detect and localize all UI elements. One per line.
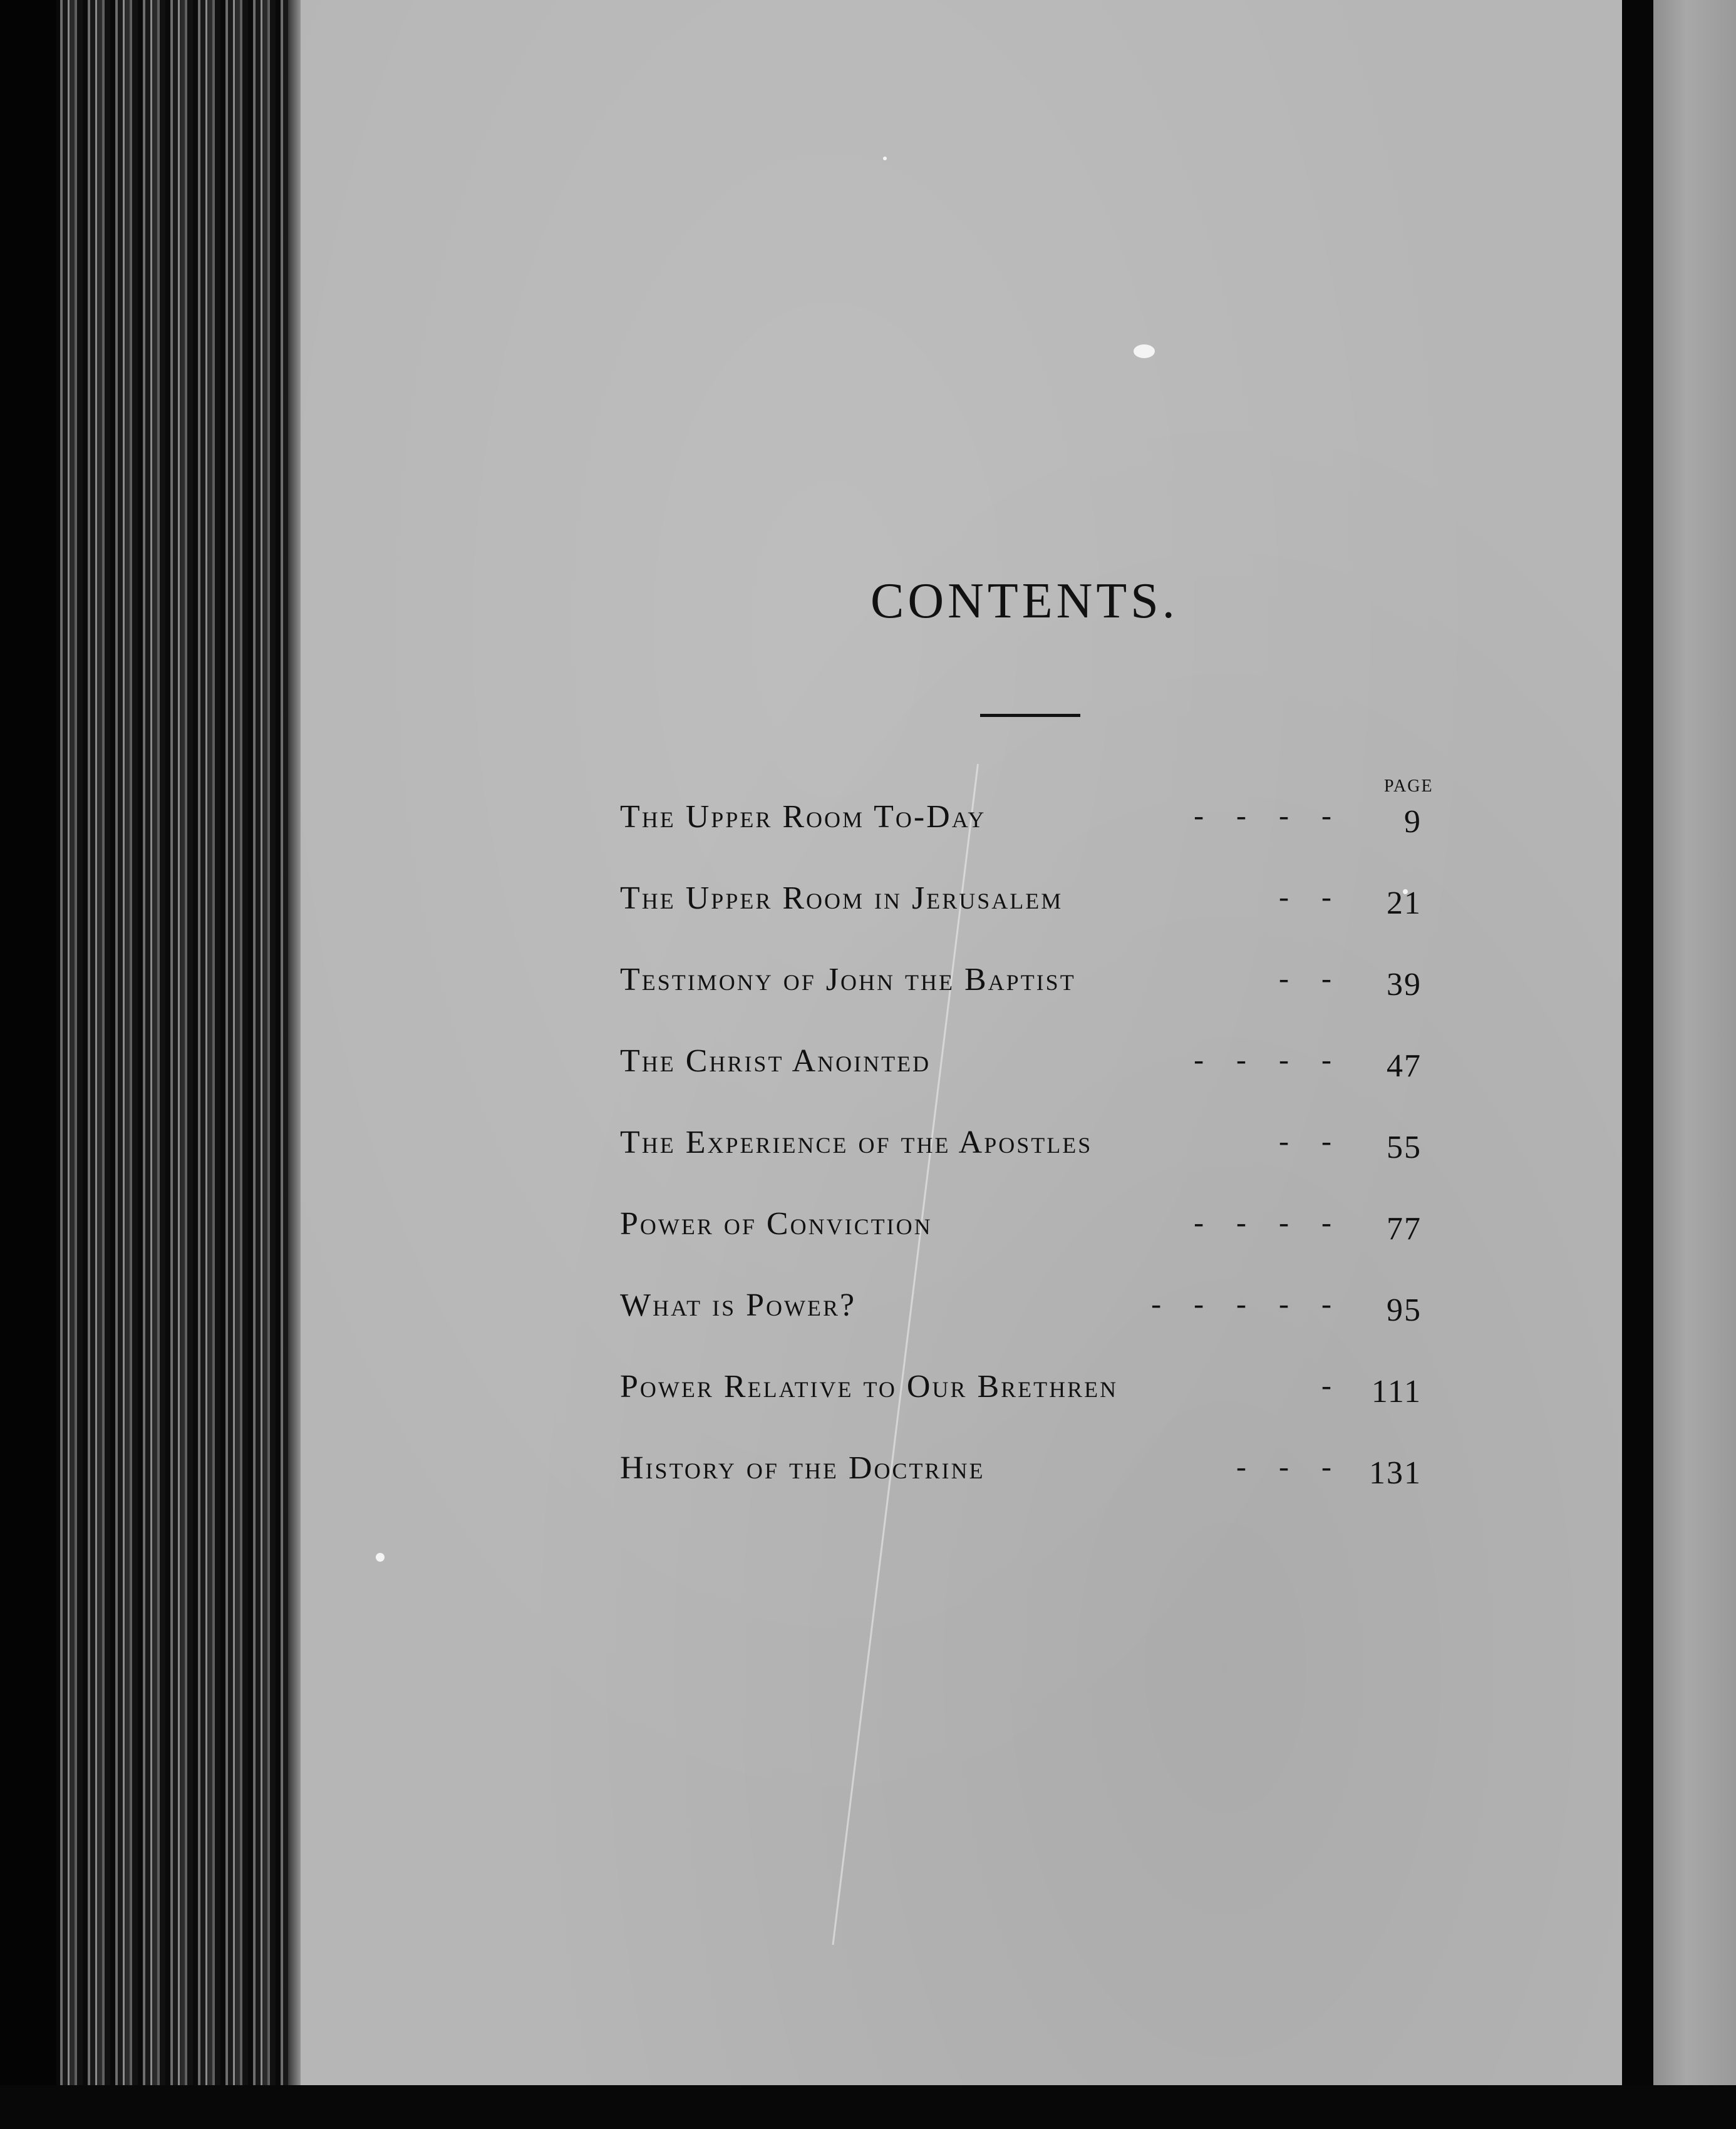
toc-entry-page: 77 <box>1387 1211 1422 1247</box>
toc-entry <box>620 1368 1434 1450</box>
toc-entry-leader: - - - - <box>1194 1206 1334 1239</box>
toc-entry-page: 131 <box>1369 1455 1422 1491</box>
toc-entry-leader: - - - - <box>1194 799 1334 832</box>
toc-entry-title: The Christ Anointed <box>620 1043 931 1079</box>
scan-bottom-border <box>0 2085 1736 2129</box>
toc-entry-leader: - - <box>1279 962 1334 995</box>
table-of-contents <box>620 798 1434 1531</box>
toc-entry <box>620 798 1434 880</box>
toc-entry-leader: - - - <box>1236 1450 1334 1483</box>
toc-entry-leader: - - <box>1279 1125 1334 1158</box>
toc-entry-page: 111 <box>1371 1374 1422 1410</box>
toc-entry <box>620 1450 1434 1531</box>
toc-entry-page: 55 <box>1387 1130 1422 1165</box>
next-page-edge <box>1653 0 1736 2085</box>
toc-entry-title: The Upper Room in Jerusalem <box>620 880 1063 916</box>
toc-entry <box>620 1287 1434 1368</box>
toc-entry <box>620 1124 1434 1205</box>
paper-speck <box>376 1553 385 1562</box>
toc-entry-leader: - - <box>1279 880 1334 914</box>
toc-entry-page: 47 <box>1387 1048 1422 1084</box>
toc-entry-page: 9 <box>1404 804 1422 840</box>
toc-entry-title: Power of Conviction <box>620 1206 933 1242</box>
toc-entry-page: 39 <box>1387 967 1422 1003</box>
toc-entry-page: 21 <box>1387 885 1422 921</box>
toc-entry-title: History of the Doctrine <box>620 1450 985 1486</box>
toc-entry <box>620 880 1434 961</box>
book-gutter <box>1622 0 1653 2129</box>
toc-entry <box>620 1205 1434 1287</box>
toc-entry-title: Power Relative to Our Brethren <box>620 1369 1119 1405</box>
toc-entry-leader: - - - - - <box>1151 1287 1334 1321</box>
toc-entry-title: The Experience of the Apostles <box>620 1125 1093 1160</box>
paper-speck <box>883 157 887 160</box>
toc-entry <box>620 1043 1434 1124</box>
toc-entry <box>620 961 1434 1043</box>
toc-entry-title: What is Power? <box>620 1287 857 1323</box>
title-rule <box>980 714 1080 717</box>
paper-speck <box>1134 344 1155 358</box>
toc-entry-leader: - - - - <box>1194 1043 1334 1076</box>
toc-entry-title: The Upper Room To-Day <box>620 799 986 835</box>
toc-entry-title: Testimony of John the Baptist <box>620 962 1076 997</box>
toc-entry-page: 95 <box>1387 1292 1422 1328</box>
page-title: CONTENTS. <box>871 574 1179 629</box>
page-edge-stack <box>0 0 301 2129</box>
page-column-label: PAGE <box>1384 776 1434 796</box>
toc-entry-leader: - <box>1321 1369 1334 1402</box>
